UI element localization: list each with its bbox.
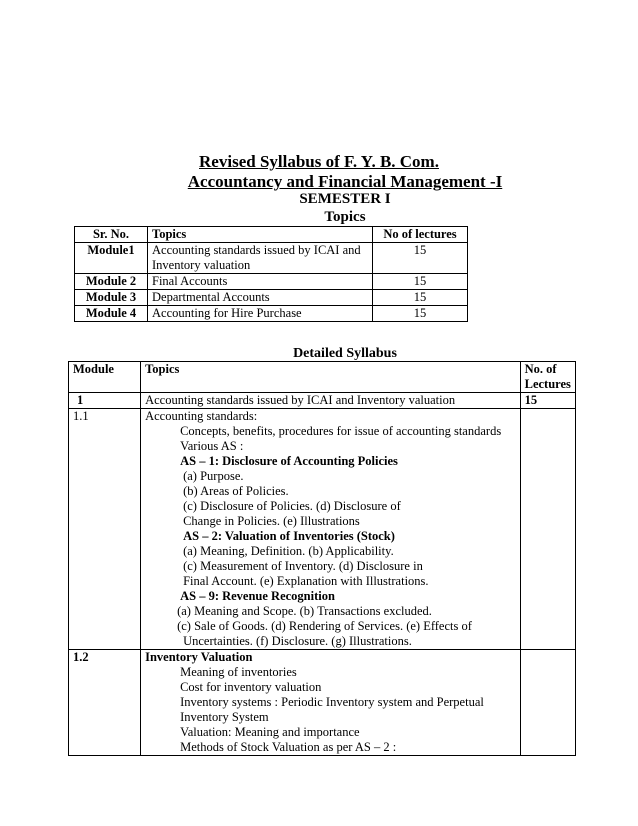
- topic-cell: Accounting for Hire Purchase: [148, 306, 373, 322]
- topic-line: (c) Measurement of Inventory. (d) Disclosure in: [183, 559, 423, 573]
- table-row: [69, 409, 576, 650]
- sr-no-cell: Module 4: [75, 306, 148, 322]
- topic-line: Inventory systems : Periodic Inventory system and Perpetual: [180, 695, 484, 709]
- table-row: [75, 306, 468, 322]
- topic-line: (a) Meaning, Definition. (b) Applicability.: [183, 544, 394, 558]
- module-cell: 1.1: [69, 409, 141, 650]
- topics-heading: Topics: [324, 209, 366, 225]
- topic-line: Final Account. (e) Explanation with Illustrations.: [183, 574, 429, 588]
- topic-line: (a) Purpose.: [183, 469, 244, 483]
- lectures-cell: 15: [373, 274, 468, 290]
- col-header-topics: Topics: [141, 362, 521, 393]
- title-line-2: Accountancy and Financial Management -I: [187, 172, 503, 191]
- lectures-cell: 15: [373, 290, 468, 306]
- sr-no-cell: Module 3: [75, 290, 148, 306]
- col-header-lectures-line: Lectures: [524, 377, 571, 391]
- col-header-lectures: No of lectures: [373, 227, 468, 243]
- topic-line: Meaning of inventories: [180, 665, 297, 679]
- topic-cell: [141, 650, 521, 756]
- col-header-module: Module: [69, 362, 141, 393]
- lectures-cell: 15: [520, 393, 575, 409]
- table-row: [69, 393, 576, 409]
- sr-no-cell: Module1: [75, 243, 148, 274]
- topic-heading: Inventory Valuation: [145, 650, 253, 664]
- table-row: [69, 650, 576, 756]
- topic-line: Inventory System: [180, 710, 269, 724]
- col-header-topics: Topics: [148, 227, 373, 243]
- topic-line: (c) Sale of Goods. (d) Rendering of Services. (e) Effects of: [177, 619, 472, 633]
- semester-heading: SEMESTER I: [299, 191, 391, 207]
- table-row: [75, 290, 468, 306]
- topic-line: AS – 1: Disclosure of Accounting Policies: [180, 454, 398, 468]
- topic-line: Concepts, benefits, procedures for issue of accounting standards: [180, 424, 502, 438]
- topic-cell: [141, 409, 521, 650]
- topic-cell: [148, 243, 373, 274]
- topic-cell: Accounting standards issued by ICAI and Inventory valuation: [141, 393, 521, 409]
- topic-line: Inventory valuation: [152, 258, 251, 272]
- topic-line: AS – 2: Valuation of Inventories (Stock): [183, 529, 395, 543]
- table-row: [75, 243, 468, 274]
- module-cell: 1.2: [69, 650, 141, 756]
- detailed-syllabus-heading: Detailed Syllabus: [293, 346, 397, 361]
- lectures-cell: [520, 409, 575, 650]
- module-cell: 1: [69, 393, 141, 409]
- topic-cell: Departmental Accounts: [148, 290, 373, 306]
- col-header-lectures: [520, 362, 575, 393]
- table-row: [75, 274, 468, 290]
- topic-line: Uncertainties. (f) Disclosure. (g) Illustrations.: [183, 634, 412, 648]
- topic-line: (c) Disclosure of Policies. (d) Disclosure of: [183, 499, 401, 513]
- summary-table: [74, 226, 468, 322]
- topic-cell: Final Accounts: [148, 274, 373, 290]
- topic-line: (b) Areas of Policies.: [183, 484, 289, 498]
- sr-no-cell: Module 2: [75, 274, 148, 290]
- detail-header-row: [69, 362, 576, 393]
- topic-line: (a) Meaning and Scope. (b) Transactions excluded.: [177, 604, 432, 618]
- topic-line: Methods of Stock Valuation as per AS – 2 :: [180, 740, 397, 754]
- topic-line: Cost for inventory valuation: [180, 680, 322, 694]
- summary-header-row: [75, 227, 468, 243]
- lectures-cell: 15: [373, 306, 468, 322]
- topic-line: Change in Policies. (e) Illustrations: [183, 514, 360, 528]
- lectures-cell: 15: [373, 243, 468, 274]
- detailed-syllabus-table: [68, 361, 576, 756]
- title-line-1: Revised Syllabus of F. Y. B. Com.: [199, 152, 439, 171]
- col-header-sr-no: Sr. No.: [75, 227, 148, 243]
- topic-line: Accounting standards issued by ICAI and: [152, 243, 361, 257]
- lectures-cell: [520, 650, 575, 756]
- topic-line: Various AS :: [180, 439, 244, 453]
- topic-line: Accounting standards:: [145, 409, 258, 423]
- col-header-lectures-line: No. of: [524, 362, 557, 376]
- topic-line: AS – 9: Revenue Recognition: [180, 589, 335, 603]
- topic-line: Valuation: Meaning and importance: [180, 725, 360, 739]
